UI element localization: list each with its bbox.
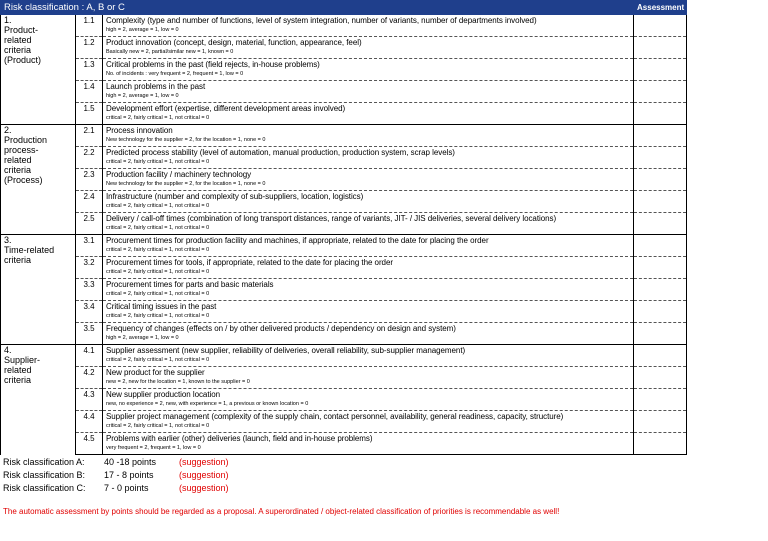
criterion-title: Predicted process stability (level of automation, manual production, production system, scrap levels) — [106, 148, 455, 157]
criterion-title: Frequency of changes (effects on / by other delivered products / dependency on design and system) — [106, 324, 456, 333]
criterion-title: Development effort (expertise, different development areas involved) — [106, 104, 346, 113]
criterion-scale: critical = 2, fairly critical = 1, not critical = 0 — [106, 225, 210, 231]
criterion-number: 3.4 — [76, 301, 103, 323]
criterion-cell — [103, 389, 634, 411]
assessment-input-cell[interactable] — [634, 213, 687, 235]
criterion-number: 4.2 — [76, 367, 103, 389]
criterion-cell — [103, 81, 634, 103]
criterion-title: Supplier assessment (new supplier, reliability of deliveries, overall reliability, sub-supplier management) — [106, 346, 466, 355]
summary-name: Risk classification A: — [3, 457, 85, 467]
criterion-title: Delivery / call-off times (combination of long transport distances, range of variants, JIT- / JIS deliveries, several delivery locations) — [106, 214, 557, 223]
criterion-cell — [103, 345, 634, 367]
table-row — [1, 433, 687, 455]
criterion-title: Critical problems in the past (field rejects, in-house problems) — [106, 60, 320, 69]
category-number: 2. — [4, 125, 12, 135]
assessment-input-cell[interactable] — [634, 257, 687, 279]
criterion-title: Process innovation — [106, 126, 173, 135]
table-row — [1, 257, 687, 279]
category-number: 1. — [4, 15, 12, 25]
criterion-number: 1.1 — [76, 15, 103, 37]
assessment-input-cell[interactable] — [634, 125, 687, 147]
assessment-input-cell[interactable] — [634, 191, 687, 213]
table-row — [1, 15, 687, 37]
criterion-cell — [103, 433, 634, 455]
criterion-scale: critical = 2, fairly critical = 1, not critical = 0 — [106, 313, 210, 319]
table-row — [1, 301, 687, 323]
criterion-title: New supplier production location — [106, 390, 221, 399]
criterion-title: Procurement times for parts and basic materials — [106, 280, 274, 289]
summary-name: Risk classification C: — [3, 483, 86, 493]
criterion-cell — [103, 279, 634, 301]
table-row — [1, 345, 687, 367]
table-row — [1, 147, 687, 169]
table-header-row — [1, 1, 687, 15]
table-row — [1, 389, 687, 411]
criterion-number: 3.5 — [76, 323, 103, 345]
assessment-input-cell[interactable] — [634, 15, 687, 37]
criterion-cell — [103, 103, 634, 125]
assessment-input-cell[interactable] — [634, 235, 687, 257]
criterion-cell — [103, 15, 634, 37]
category-label: Supplier- related criteria — [4, 355, 41, 385]
criterion-number: 2.3 — [76, 169, 103, 191]
criterion-cell — [103, 191, 634, 213]
criterion-scale: New technology for the supplier = 2, for the location = 1, none = 0 — [106, 137, 266, 143]
table-title: Risk classification : A, B or C — [1, 1, 634, 15]
table-row — [1, 169, 687, 191]
assessment-input-cell[interactable] — [634, 279, 687, 301]
criterion-scale: No. of incidents : very frequent = 2, frequent = 1, low = 0 — [106, 71, 244, 77]
criterion-scale: new, no experience = 2, new, with experience = 1, a previous or known location = 0 — [106, 401, 309, 407]
summary-suggestion: (suggestion) — [179, 483, 229, 493]
criterion-number: 1.5 — [76, 103, 103, 125]
assessment-input-cell[interactable] — [634, 37, 687, 59]
summary-suggestion: (suggestion) — [179, 457, 229, 467]
table-row — [1, 279, 687, 301]
category-cell — [1, 345, 76, 455]
criterion-cell — [103, 169, 634, 191]
risk-summary — [3, 456, 229, 495]
summary-row-c — [3, 482, 229, 495]
criterion-cell — [103, 235, 634, 257]
table-row — [1, 367, 687, 389]
criterion-number: 4.4 — [76, 411, 103, 433]
table-row — [1, 191, 687, 213]
table-row — [1, 103, 687, 125]
criterion-title: Complexity (type and number of functions, level of system integration, number of variants, number of departments involved) — [106, 16, 537, 25]
table-row — [1, 323, 687, 345]
assessment-input-cell[interactable] — [634, 411, 687, 433]
criterion-number: 4.5 — [76, 433, 103, 455]
criterion-scale: critical = 2, fairly critical = 1, not critical = 0 — [106, 357, 210, 363]
criterion-scale: high = 2, average = 1, low = 0 — [106, 335, 179, 341]
criterion-scale: critical = 2, fairly critical = 1, not critical = 0 — [106, 423, 210, 429]
criterion-number: 2.4 — [76, 191, 103, 213]
criterion-cell — [103, 257, 634, 279]
assessment-input-cell[interactable] — [634, 433, 687, 455]
criterion-title: New product for the supplier — [106, 368, 205, 377]
criterion-number: 3.1 — [76, 235, 103, 257]
table-row — [1, 125, 687, 147]
criterion-title: Infrastructure (number and complexity of sub-suppliers, location, logistics) — [106, 192, 364, 201]
summary-points: 17 - 8 points — [104, 470, 154, 480]
table-row — [1, 59, 687, 81]
footnote: The automatic assessment by points should be regarded as a proposal. A superordinated / object-related classification of priorities is recommendable as well! — [3, 507, 560, 516]
assessment-input-cell[interactable] — [634, 147, 687, 169]
criterion-scale: very frequent = 2, frequent = 1, low = 0 — [106, 445, 201, 451]
category-label: Product- related criteria (Product) — [4, 25, 42, 65]
criterion-title: Product innovation (concept, design, material, function, appearance, feel) — [106, 38, 362, 47]
category-number: 4. — [4, 345, 12, 355]
assessment-input-cell[interactable] — [634, 389, 687, 411]
criterion-scale: critical = 2, fairly critical = 1, not critical = 0 — [106, 159, 210, 165]
table-row — [1, 411, 687, 433]
criterion-cell — [103, 37, 634, 59]
criterion-number: 2.5 — [76, 213, 103, 235]
table-row — [1, 37, 687, 59]
criterion-scale: critical = 2, fairly critical = 1, not critical = 0 — [106, 269, 210, 275]
summary-name: Risk classification B: — [3, 470, 86, 480]
assessment-input-cell[interactable] — [634, 367, 687, 389]
criterion-number: 4.3 — [76, 389, 103, 411]
criterion-scale: critical = 2, fairly critical = 1, not critical = 0 — [106, 203, 210, 209]
criterion-number: 3.3 — [76, 279, 103, 301]
assessment-input-cell[interactable] — [634, 323, 687, 345]
criterion-scale: Basically new = 2, partial/similar new = 1, known = 0 — [106, 49, 234, 55]
category-label: Production process- related criteria (Process) — [4, 135, 48, 185]
criterion-scale: new = 2, new for the location = 1, known to the supplier = 0 — [106, 379, 250, 385]
table-row — [1, 235, 687, 257]
criterion-cell — [103, 59, 634, 81]
assessment-input-cell[interactable] — [634, 301, 687, 323]
assessment-input-cell[interactable] — [634, 169, 687, 191]
criterion-cell — [103, 147, 634, 169]
criterion-number: 4.1 — [76, 345, 103, 367]
category-number: 3. — [4, 235, 12, 245]
criterion-number: 2.1 — [76, 125, 103, 147]
assessment-header: Assessment — [634, 1, 687, 15]
criterion-scale: high = 2, average = 1, low = 0 — [106, 27, 179, 33]
criterion-cell — [103, 411, 634, 433]
criterion-title: Procurement times for production facility and machines, if appropriate, related to the date for placing the order — [106, 236, 489, 245]
criterion-number: 2.2 — [76, 147, 103, 169]
assessment-input-cell[interactable] — [634, 345, 687, 367]
table-row — [1, 81, 687, 103]
criterion-number: 1.3 — [76, 59, 103, 81]
criterion-scale: critical = 2, fairly critical = 1, not critical = 0 — [106, 291, 210, 297]
criterion-title: Procurement times for tools, if appropriate, related to the date for placing the order — [106, 258, 393, 267]
criterion-cell — [103, 125, 634, 147]
criterion-cell — [103, 323, 634, 345]
criterion-number: 3.2 — [76, 257, 103, 279]
category-cell — [1, 235, 76, 345]
criterion-title: Launch problems in the past — [106, 82, 206, 91]
assessment-input-cell[interactable] — [634, 59, 687, 81]
assessment-input-cell[interactable] — [634, 81, 687, 103]
assessment-input-cell[interactable] — [634, 103, 687, 125]
criterion-title: Critical timing issues in the past — [106, 302, 217, 311]
criterion-scale: New technology for the supplier = 2, for the location = 1, none = 0 — [106, 181, 266, 187]
table-row — [1, 213, 687, 235]
criterion-scale: critical = 2, fairly critical = 1, not critical = 0 — [106, 247, 210, 253]
criterion-cell — [103, 367, 634, 389]
criterion-cell — [103, 301, 634, 323]
criterion-scale: high = 2, average = 1, low = 0 — [106, 93, 179, 99]
summary-points: 40 -18 points — [104, 457, 157, 467]
summary-row-a — [3, 456, 229, 469]
criterion-title: Problems with earlier (other) deliveries (launch, field and in-house problems) — [106, 434, 373, 443]
summary-suggestion: (suggestion) — [179, 470, 229, 480]
category-cell — [1, 15, 76, 125]
criterion-number: 1.2 — [76, 37, 103, 59]
summary-points: 7 - 0 points — [104, 483, 149, 493]
criterion-title: Supplier project management (complexity of the supply chain, contact personnel, availability, general readiness, capacity, structure) — [106, 412, 564, 421]
criterion-title: Production facility / machinery technology — [106, 170, 252, 179]
criterion-scale: critical = 2, fairly critical = 1, not critical = 0 — [106, 115, 210, 121]
criterion-number: 1.4 — [76, 81, 103, 103]
criterion-cell — [103, 213, 634, 235]
summary-row-b — [3, 469, 229, 482]
category-cell — [1, 125, 76, 235]
category-label: Time-related criteria — [4, 245, 55, 265]
